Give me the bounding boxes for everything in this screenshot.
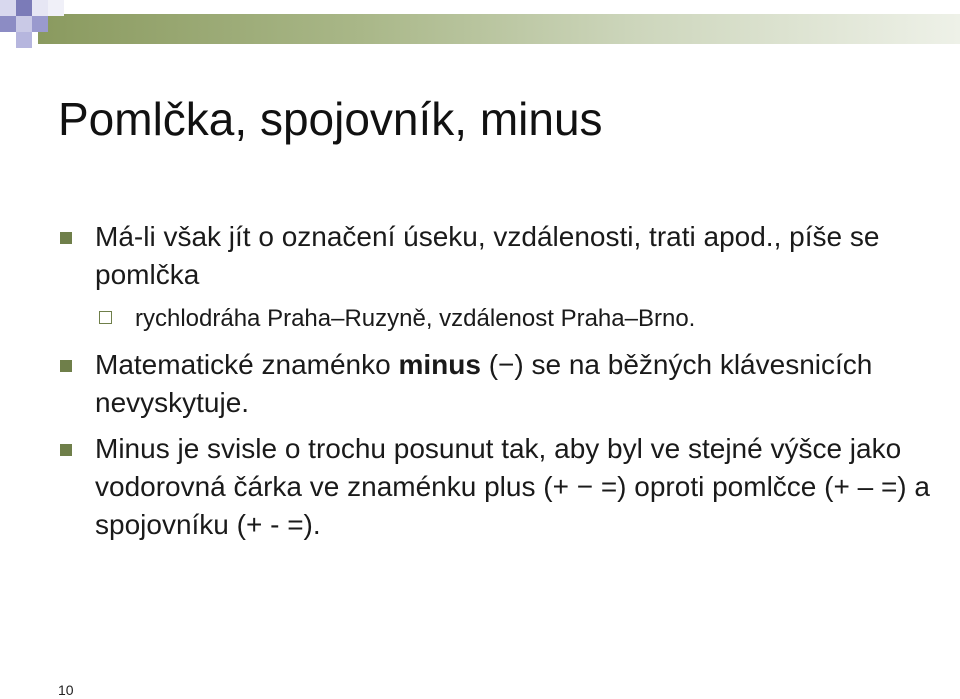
decor-square bbox=[32, 0, 48, 16]
bullet-item bbox=[60, 430, 940, 544]
decor-square bbox=[0, 16, 16, 32]
sub-bullet-item bbox=[60, 302, 940, 336]
square-bullet-icon bbox=[60, 360, 72, 372]
bullet-text-strong: minus bbox=[398, 349, 481, 380]
sub-bullet-text: rychlodráha Praha–Ruzyně, vzdálenost Praha–Brno. bbox=[135, 305, 696, 332]
decor-square bbox=[16, 32, 32, 48]
slide-content bbox=[60, 218, 940, 552]
decor-square bbox=[32, 16, 48, 32]
square-bullet-icon bbox=[60, 444, 72, 456]
bullet-text: Minus je svisle o trochu posunut tak, aby byl ve stejné výšce jako vodorovná čárka ve znaménku plus (+ − =) oproti pomlčce (+ – =) a spojovníku (+ - =). bbox=[95, 433, 930, 540]
hollow-square-bullet-icon bbox=[99, 311, 112, 324]
decor-square bbox=[48, 0, 64, 16]
bullet-text-post: (−) se na běžných klávesnicích nevyskytuje. bbox=[95, 349, 873, 418]
bullet-text-pre: Matematické znaménko bbox=[95, 349, 399, 380]
header-decoration bbox=[0, 0, 960, 60]
square-bullet-icon bbox=[60, 232, 72, 244]
header-gradient-bar bbox=[38, 14, 960, 44]
decor-square bbox=[16, 0, 32, 16]
slide-title: Pomlčka, spojovník, minus bbox=[58, 93, 603, 145]
decor-square bbox=[0, 0, 16, 16]
slide-number: 10 bbox=[58, 682, 74, 698]
bullet-text: Má-li však jít o označení úseku, vzdálenosti, trati apod., píše se pomlčka bbox=[95, 221, 880, 290]
bullet-item bbox=[60, 218, 940, 294]
decor-square bbox=[16, 16, 32, 32]
bullet-item bbox=[60, 346, 940, 422]
